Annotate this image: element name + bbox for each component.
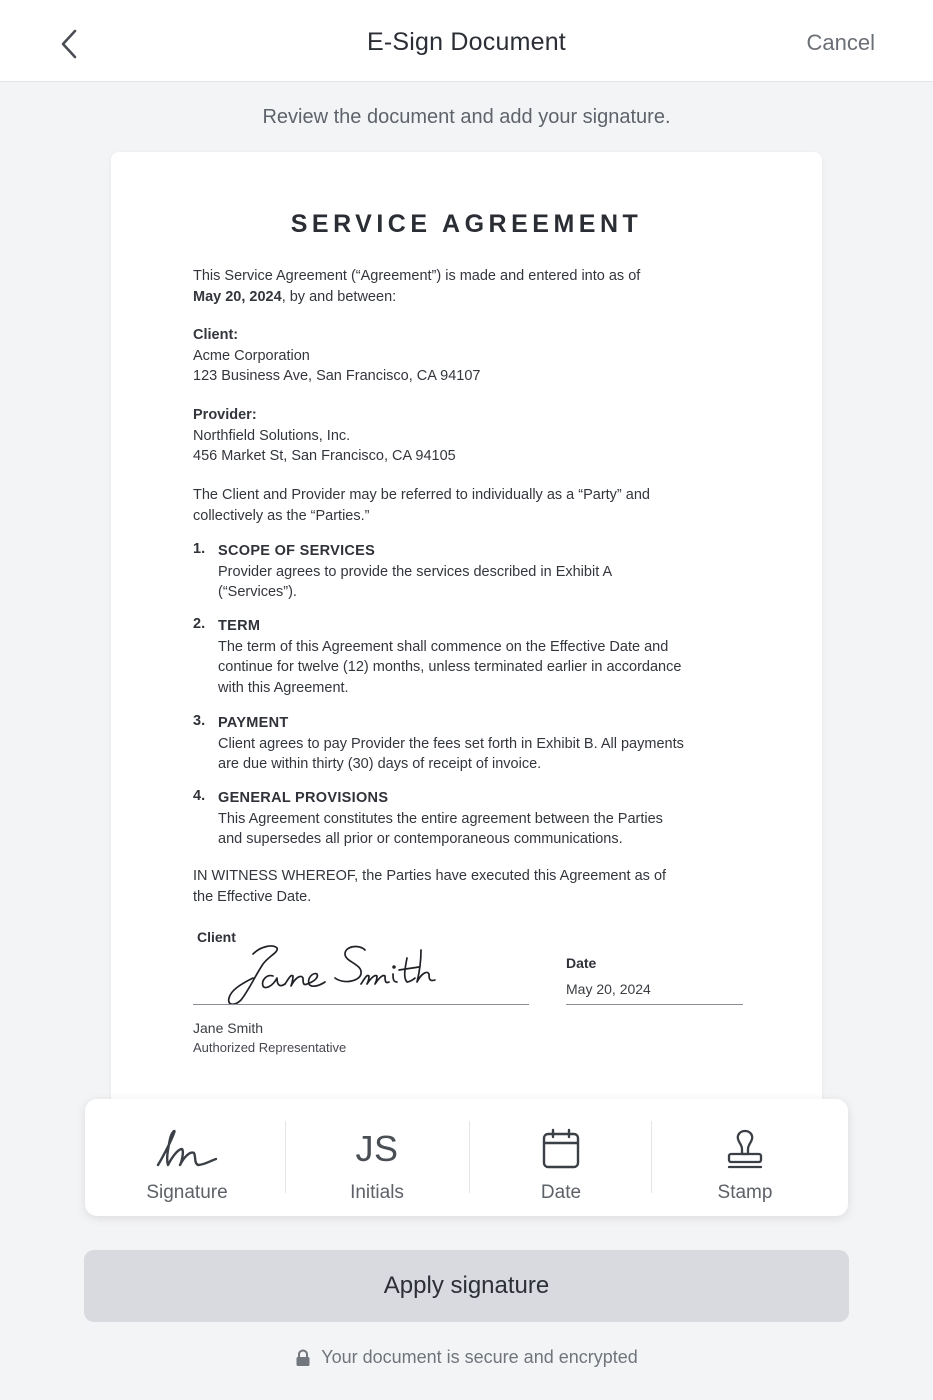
client-party-block <box>193 325 733 387</box>
signing-toolbar <box>85 1099 848 1216</box>
cancel-button[interactable]: Cancel <box>806 30 875 55</box>
section-line: with this Agreement. <box>218 679 349 696</box>
stamp-tool-button[interactable] <box>650 1099 840 1216</box>
parties-line-1: The Client and Provider may be referred to individually as a “Party” and <box>193 487 650 503</box>
date-label: Date <box>566 955 597 971</box>
client-address: 123 Business Ave, San Francisco, CA 94107 <box>193 368 481 384</box>
witness-line-1: IN WITNESS WHEREOF, the Parties have executed this Agreement as of <box>193 868 667 884</box>
provider-label: Provider: <box>193 407 257 423</box>
signature-field[interactable] <box>193 940 529 1006</box>
parties-paragraph <box>193 485 733 526</box>
effective-date: May 20, 2024 <box>193 288 282 305</box>
provider-party-block <box>193 405 733 467</box>
section-line: continue for twelve (12) months, unless terminated earlier in accordance <box>218 659 682 675</box>
instructions-text: Review the document and add your signature. <box>262 106 671 128</box>
initials-tool-button[interactable] <box>282 1099 472 1216</box>
section-heading: SCOPE OF SERVICES <box>218 543 376 559</box>
security-note <box>0 1347 933 1368</box>
section-line: Provider agrees to provide the services described in Exhibit A <box>218 563 613 580</box>
date-field[interactable]: May 20, 2024 <box>566 981 651 997</box>
signer-name: Jane Smith <box>193 1020 264 1036</box>
page-title: E-Sign Document <box>367 28 566 56</box>
section-number: 3. <box>193 713 206 729</box>
witness-paragraph <box>193 866 733 907</box>
client-signature-label: Client <box>197 929 236 945</box>
section-line: This Agreement constitutes the entire agreement between the Parties <box>218 810 663 827</box>
section-number: 2. <box>193 616 206 632</box>
apply-signature-button[interactable]: Apply signature <box>84 1250 849 1322</box>
date-tool-button[interactable] <box>466 1099 656 1216</box>
section-heading: PAYMENT <box>218 715 289 731</box>
calendar-icon <box>541 1128 581 1170</box>
lock-icon <box>295 1349 311 1367</box>
section-line: are due within thirty (30) days of receipt of invoice. <box>218 756 542 772</box>
handwritten-signature <box>193 940 529 1006</box>
section-heading: TERM <box>218 618 261 634</box>
client-label: Client: <box>193 327 239 343</box>
initials-icon: JS <box>355 1128 399 1169</box>
section-number: 4. <box>193 788 206 804</box>
stamp-tool-label: Stamp <box>717 1182 773 1203</box>
app-header <box>0 0 933 82</box>
date-line <box>566 1004 743 1005</box>
intro-paragraph <box>193 266 733 307</box>
section-number: 1. <box>193 541 206 557</box>
provider-name: Northfield Solutions, Inc. <box>193 427 351 444</box>
date-tool-label: Date <box>540 1182 582 1203</box>
signature-icon <box>152 1127 222 1171</box>
document-title: SERVICE AGREEMENT <box>290 210 643 238</box>
section-line: The term of this Agreement shall commence on the Effective Date and <box>218 638 669 655</box>
stamp-icon <box>724 1128 766 1170</box>
section-heading: GENERAL PROVISIONS <box>218 790 389 806</box>
signer-role: Authorized Representative <box>193 1040 347 1055</box>
section-line: and supersedes all prior or contemporaneous communications. <box>218 831 623 847</box>
section-line: Client agrees to pay Provider the fees set forth in Exhibit B. All payments <box>218 735 684 752</box>
intro-line-2: , by and between: <box>281 288 397 305</box>
client-name: Acme Corporation <box>193 347 310 364</box>
initials-tool-label: Initials <box>350 1182 404 1203</box>
witness-line-2: the Effective Date. <box>193 888 312 905</box>
intro-line-1: This Service Agreement (“Agreement”) is made and entered into as of <box>193 268 641 284</box>
section-line: (“Services”). <box>218 584 297 600</box>
parties-line-2: collectively as the “Parties.” <box>193 507 370 524</box>
security-note-text: Your document is secure and encrypted <box>321 1347 638 1367</box>
signature-tool-button[interactable] <box>92 1099 282 1216</box>
provider-address: 456 Market St, San Francisco, CA 94105 <box>193 448 456 464</box>
signature-line <box>193 1004 529 1005</box>
signature-tool-label: Signature <box>146 1182 228 1203</box>
document-preview[interactable] <box>111 152 822 1152</box>
